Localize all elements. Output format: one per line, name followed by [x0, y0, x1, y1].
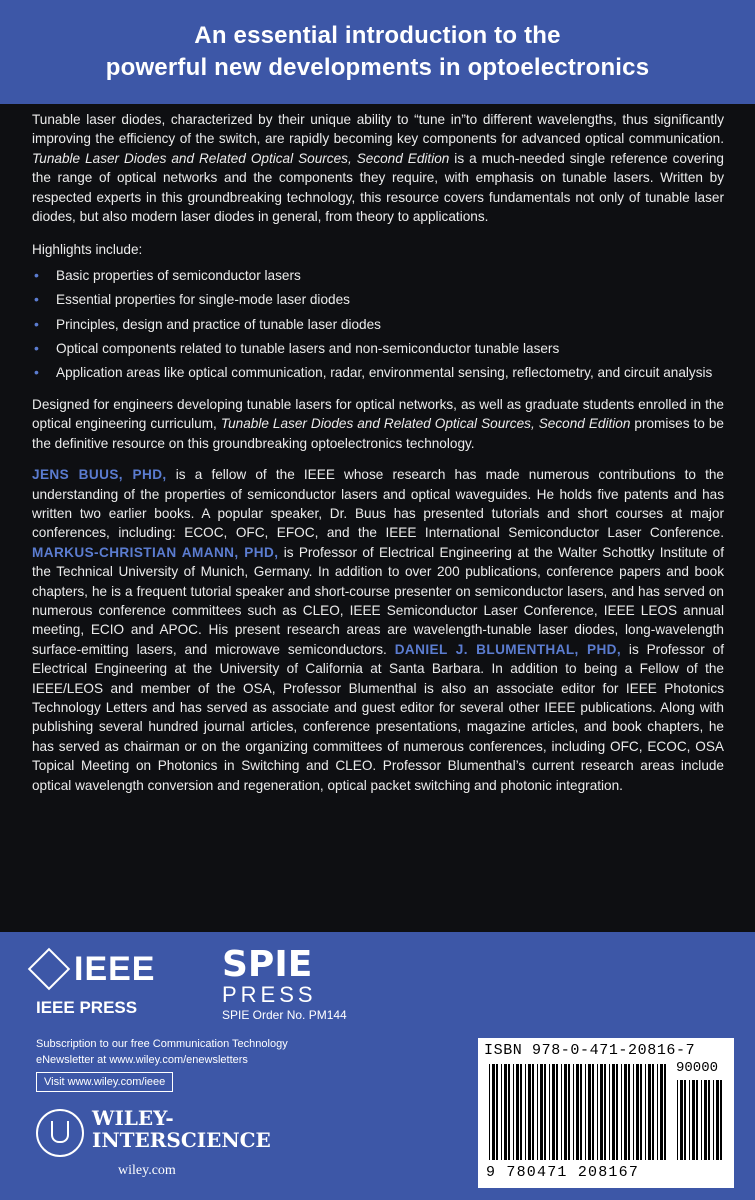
barcode-bar: [660, 1064, 663, 1160]
barcode-digits: 9 780471 208167: [486, 1164, 640, 1181]
barcode-bar: [520, 1064, 522, 1160]
header-band: [0, 0, 755, 104]
closing-text-2: promises to be the definitive resource on this groundbreaking optoelectronics technology.: [32, 416, 724, 451]
highlight-item: • Optical components related to tunable lasers and non-semiconductor tunable lasers: [32, 339, 724, 358]
barcode-bar: [716, 1080, 719, 1160]
barcode-bar: [708, 1080, 710, 1160]
newsletter-line-2: eNewsletter at www.wiley.com/enewsletters: [36, 1054, 248, 1066]
wiley-crest-icon: [36, 1109, 84, 1157]
barcode-bar: [624, 1064, 627, 1160]
bullet-icon: •: [34, 340, 39, 357]
barcode-bar: [689, 1080, 690, 1160]
barcode-bar: [648, 1064, 651, 1160]
barcode-bar: [609, 1064, 610, 1160]
barcode-bar: [628, 1064, 630, 1160]
bullet-icon: •: [34, 364, 39, 381]
barcode-bar: [612, 1064, 615, 1160]
author-name-blumenthal: DANIEL J. BLUMENTHAL, PHD,: [394, 641, 622, 657]
author-bio-amann: is Professor of Electrical Engineering at the Walter Schottky Institute of the Technical University of Munich, Germany. In addition to over 200 publications, conference papers and book chapters, he is a frequent tutorial speaker and short-course presenter on semiconductor lasers, and has served on numerous conference committees such as CLEO, IEEE Semiconductor Laser Conference, IEEE LEOS annual meeting, ECIO and APOC. His present research areas are wavelength-tunable laser diodes, long-wavelength surface-emitting lasers, and microwave semiconductors.: [32, 544, 724, 657]
barcode-bar: [556, 1064, 558, 1160]
author-name-amann: MARKUS-CHRISTIAN AMANN, PHD,: [32, 544, 279, 560]
wiley-site: wiley.com: [118, 1163, 176, 1178]
barcode-bar: [568, 1064, 570, 1160]
barcode-bar: [657, 1064, 658, 1160]
bullet-icon: •: [34, 266, 39, 283]
spie-wordmark: SPIE: [222, 944, 313, 985]
barcode-bar: [528, 1064, 531, 1160]
author-bio-blumenthal: is Professor of Electrical Engineering at the University of California at Santa Barbara. In addition to being a Fellow of the IEEE/LEOS and member of the OSA, Professor Blumenthal is also an associate editor for IEEE Photonics Technology Letters and has served as associate and guest editor for several other IEEE publications. Along with publishing several hundred journal articles, conference presentations, magazine articles, and book chapters, he has served as chairman or on the organizing committees of numerous conferences, including OFC, ECOC, OSA Topical Meeting on Photonics in Switching and CLEO. Professor Blumenthal’s current research areas include optical wavelength conversion and regeneration, optical packet switching and photonic integration.: [32, 641, 724, 793]
barcode-bar: [544, 1064, 546, 1160]
barcode-bar: [652, 1064, 654, 1160]
barcode-bar: [600, 1064, 603, 1160]
barcode-bar: [720, 1080, 722, 1160]
barcode-bar: [664, 1064, 666, 1160]
barcode-bar: [496, 1064, 498, 1160]
barcode-bar: [516, 1064, 519, 1160]
wiley-wordmark: WILEY- INTERSCIENCE: [92, 1106, 271, 1152]
barcode-bar: [621, 1064, 622, 1160]
highlights-title: Highlights include:: [32, 242, 143, 258]
barcode-bar: [489, 1064, 490, 1160]
spie-press-label: PRESS: [222, 982, 317, 1007]
closing-paragraph: [32, 395, 724, 453]
barcode-bar: [692, 1080, 695, 1160]
ieee-press-label: IEEE PRESS: [36, 998, 138, 1017]
barcode-bar: [677, 1080, 678, 1160]
barcode-bar: [564, 1064, 567, 1160]
intro-text-1: Tunable laser diodes, characterized by their unique ability to “tune in”to different wavelengths, thus significantly improving the efficiency of the switch, are rapidly becoming key components for advanced optical communication.: [32, 112, 724, 147]
barcode-bar: [701, 1080, 702, 1160]
newsletter-line-1: Subscription to our free Communication Technology: [36, 1038, 288, 1050]
barcode-bar: [636, 1064, 639, 1160]
barcode-bar: [580, 1064, 582, 1160]
visit-wiley-link[interactable]: Visit www.wiley.com/ieee: [36, 1072, 173, 1092]
barcode-bar: [585, 1064, 586, 1160]
author-bio-buus: is a fellow of the IEEE whose research has made numerous contributions to the understanding of the properties of semiconductor lasers and optical waveguides. He holds five patents and has written two earlier books. A popular speaker, Dr. Buus has presented tutorials and short courses at major conferences, including: ECOC, OFC, EFOC, and the IEEE International Semiconductor Laser Conference.: [32, 467, 724, 541]
highlight-item: • Application areas like optical communication, radar, environmental sensing, reflectometry, and circuit analysis: [32, 363, 724, 382]
barcode-bar: [633, 1064, 634, 1160]
barcode-bar: [704, 1080, 707, 1160]
footer-band: [0, 932, 755, 1200]
wiley-interscience-logo: [36, 1107, 276, 1187]
barcode-bar: [645, 1064, 646, 1160]
spie-press-logo: [222, 946, 422, 1022]
highlight-item: • Principles, design and practice of tunable laser diodes: [32, 315, 724, 334]
barcode-bar: [552, 1064, 555, 1160]
barcode-bar: [588, 1064, 591, 1160]
closing-book-title: Tunable Laser Diodes and Related Optical Sources, Second Edition: [220, 416, 631, 432]
intro-book-title: Tunable Laser Diodes and Related Optical Sources, Second Edition: [32, 150, 450, 166]
highlight-item: • Basic properties of semiconductor lasers: [32, 266, 724, 285]
spie-order-number: SPIE Order No. PM144: [222, 1008, 347, 1022]
barcode-bar: [713, 1080, 714, 1160]
barcode-main: [488, 1064, 668, 1160]
ieee-press-logo: [30, 950, 170, 1020]
barcode-bar: [492, 1064, 495, 1160]
back-cover-text: [32, 110, 724, 795]
barcode-bar: [501, 1064, 502, 1160]
barcode-bar: [540, 1064, 543, 1160]
barcode-bar: [573, 1064, 574, 1160]
barcode-bar: [525, 1064, 526, 1160]
barcode-bar: [549, 1064, 550, 1160]
barcode-bar: [640, 1064, 642, 1160]
isbn-barcode-box: [478, 1038, 734, 1188]
barcode-addon: [676, 1080, 724, 1160]
barcode-bar: [684, 1080, 686, 1160]
author-name-buus: JENS BUUS, PHD,: [32, 467, 167, 483]
barcode-bar: [504, 1064, 507, 1160]
barcode-bar: [508, 1064, 510, 1160]
intro-text-2: is a much-needed single reference covering the range of optical networks and the components they require, with emphasis on tunable lasers. Written by respected experts in this groundbreaking technology, this resource covers fundamentals not only of tunable laser diodes, but also modern laser diodes in general, from theory to applications.: [32, 150, 724, 225]
barcode-bar: [680, 1080, 683, 1160]
highlights-list: [32, 266, 724, 383]
highlight-item: • Essential properties for single-mode laser diodes: [32, 290, 724, 309]
barcode-bar: [561, 1064, 562, 1160]
price-code: 90000: [676, 1060, 719, 1076]
barcode-bar: [597, 1064, 598, 1160]
barcode-bar: [532, 1064, 534, 1160]
bullet-icon: •: [34, 315, 39, 332]
barcode-bar: [604, 1064, 606, 1160]
ieee-wordmark: IEEE: [74, 950, 156, 988]
barcode-bar: [537, 1064, 538, 1160]
isbn-number: ISBN 978-0-471-20816-7: [484, 1042, 696, 1059]
barcode-bar: [513, 1064, 514, 1160]
authors-paragraph: [32, 465, 724, 795]
intro-paragraph: [32, 110, 724, 226]
barcode-bar: [592, 1064, 594, 1160]
ieee-diamond-icon: [28, 948, 70, 990]
header-line-2: powerful new developments in optoelectronics: [105, 54, 650, 81]
bullet-icon: •: [34, 291, 39, 308]
barcode-bar: [616, 1064, 618, 1160]
newsletter-text: [36, 1036, 336, 1068]
barcode-bar: [576, 1064, 579, 1160]
barcode-bar: [696, 1080, 698, 1160]
header-line-1: An essential introduction to the: [194, 22, 561, 49]
closing-text-1: Designed for engineers developing tunable lasers for optical networks, as well as graduate students enrolled in the optical engineering curriculum,: [32, 396, 724, 432]
